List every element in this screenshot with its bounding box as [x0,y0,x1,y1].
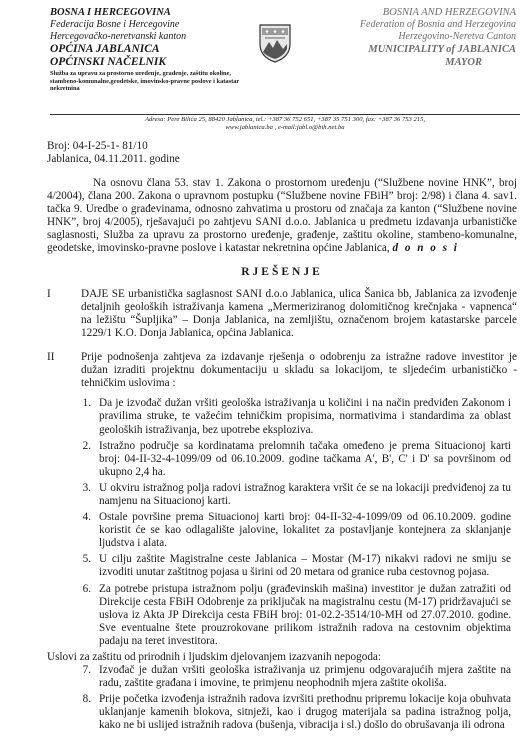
federation-name-en: Federation of Bosnia and Herzegovina [359,19,516,30]
header-divider [50,114,520,115]
item-number: 5. [82,553,91,566]
municipality-name: OPĆINA JABLANICA [50,43,160,55]
letterhead-right [321,6,516,69]
item-number: 4. [82,511,91,524]
country-name-en: BOSNIA AND HERZEGOVINA [382,7,516,18]
department-name: Služba za upravu za prostorno uređenje, građenje, zaštitu okoline, stambeno-komunalne,geodetske, imovinsko-pravne poslove i katastar nekretnina [50,70,240,93]
item-text: Ostale površine prema Situacionoj karti broj: 04-II-32-4-1099/09 od 06.10.2009. godine koristit će se kao odlagalište jalovine, lokalitet za postavljanje kontejnera za sklanjanje ljudstva i alata. [99,511,511,550]
item-text: Za potrebe pristupa istražnom polju (građevinskih mašina) investitor je dužan zatražiti od Direkcije cesta FBiH Odobrenje za priključak na magistralnu cestu (M-17) pridržavajući se uslova iz Akta JP Direkcija cesta FBiH broj: 01-02.2-3514/10-MH od 27.07.2010. godine. Sve eventualne štete prouzrokovane prilikom istražnih radova na cestovnim objektima padaju na teret investitora. [99,582,511,647]
section-2-text: Prije podnošenja zahtjeva za izdavanje rješenja o odobrenju za istražne radove investitor je dužan izraditi projektnu dokumentaciju u skladu sa lokacijom, te sljedećim urbanističko - tehničkim uslovima : [81,351,517,390]
list-item [47,440,517,479]
list-item [47,664,517,690]
preamble [47,177,517,256]
item-number: 8. [82,693,91,706]
place-date: Jablanica, 04.11.2011. godine [47,153,180,165]
preamble-text: Na osnovu člana 53. stav 1. Zakona o prostornom uređenju (“Službene novine HNK”, broj 4/2004), člana 200. Zakona o upravnom postupku (“Službene novine FBiH” broj: 2/98) i člana 4. sav1. tačka 9. Uredbe o građevinama, odnosno zahvatima u prostoru od značaja za kanton (“Službene novine HNK”, broj 4/2005), rješavajući po zahtjevu SANI d.o.o. Jablanica u predmetu izdavanja urbanističke saglasnosti, Služba za upravu za prostorno uređenje, građenje, zaštitu okoline, stambeno-komunalne, geodetske, imovinsko-pravne poslove i katastar nekretnina općine Jablanica, [47,177,517,255]
address-line: Adresa: Pere Bilića 25, 88420 Jablanica, tel.: +387 36 752 651, +387 35 751 300, fax: +387 36 753 215, [144,116,426,123]
reference-number: Broj: 04-I-25-1- 81/10 [47,140,148,152]
list-item [47,553,517,579]
list-item [47,693,517,732]
item-text: Izvođač je dužan vršiti geološka istraživanja uz primjenu odgovarajućih mjera zaštite na radu, zaštite građana i imovine, te primjenu neophodnih mjera zaštite okoliša. [99,664,511,690]
document-title: RJEŠENJE [241,265,323,278]
preamble-end: d o n o s i [392,242,459,255]
section-2 [47,351,517,390]
document-body [47,140,517,736]
item-text: U cilju zaštite Magistralne ceste Jablanica – Mostar (M-17) nikakvi radovi ne smiju se izvoditi unutar zaštitnog pojasa u širini od 20 metara od granice ruba cestovnog pojasa. [99,553,511,579]
item-text: Da je izvođač dužan vršiti geološka istraživanja u količini i na način predviđen Zakonom i pravilima struke, te važećim tehničkim propisima, normativima i standardima za oblast geoloških istraživanja, bez upotrebe eksploziva. [99,397,511,436]
section-2-number: II [47,351,55,364]
section-1-number: I [47,287,51,300]
mayor-office: OPĆINSKI NAČELNIK [50,56,166,68]
item-number: 3. [82,481,91,494]
item-text: U okviru istražnog polja radovi istražnog karaktera vršit će se na lokaciji predviđenoj za tu namjenu na Situacionoj karti. [99,481,511,507]
federation-name: Federacija Bosne i Hercegovine [50,19,180,30]
item-number: 2. [82,439,91,452]
list-item [47,482,517,508]
list-item [47,511,517,550]
item-text: Istražno područje sa kordinatama prelomnih tačaka omeđeno je prema Situacionoj karti broj: 04-II-32-4-1099/09 od 06.10.2009. godine tačkama A', B', C' i D' sa površinom od ukupno 2,4 ha. [99,439,511,478]
section-1-text: DAJE SE urbanistička saglasnost SANI d.o.o Jablanica, ulica Šanica bb, Jablanica za izvođenje detaljnih geoloških istraživanja kamena „Mermeriziranog dolomitičnog krečnjaka - vapnenca“ na ležištu “Šupljika” – Donja Jablanica, na zemljištu, označenom brojem katastarske parcele 1229/1 K.O. Donja Jablanica, općina Jablanica. [81,287,517,339]
item-text: Prije početka izvođenja istražnih radova izvršiti prethodnu pripremu lokacije koja obuhvata uklanjanje kamenih blokova, sitnježi, kao i drugog materijala sa padina istražnog polja, kako ne bi uslijed istražnih radova (bušenja, vibracija i sl.) došlo do obrušavanja ili odrona [99,693,511,732]
address-block [60,116,510,132]
coat-of-arms-icon [257,22,293,64]
list-item [47,397,517,436]
item-number: 6. [82,582,91,595]
item-number: 1. [82,397,91,410]
protection-list [47,664,517,732]
country-name: BOSNA I HERCEGOVINA [50,7,171,18]
protection-subheading: Uslovi za zaštitu od prirodnih i ljudskim djelovanjem izazvanih nepogoda: [47,651,381,663]
letterhead-left [50,6,260,93]
canton-name: Hercegovačko-neretvanski kanton [50,31,187,42]
item-number: 7. [82,664,91,677]
section-1 [47,288,517,340]
mayor-en: MAYOR [445,57,482,68]
conditions-list [47,397,517,648]
reference-block [47,140,517,166]
canton-name-en: Herzegovino-Neretva Canton [398,31,516,42]
list-item [47,583,517,648]
web-contact: www.jablanica.ba , e-mail:jabl.o@bih.net.ba [225,124,345,131]
municipality-name-en: MUNICIPALITY of JABLANICA [368,44,516,55]
